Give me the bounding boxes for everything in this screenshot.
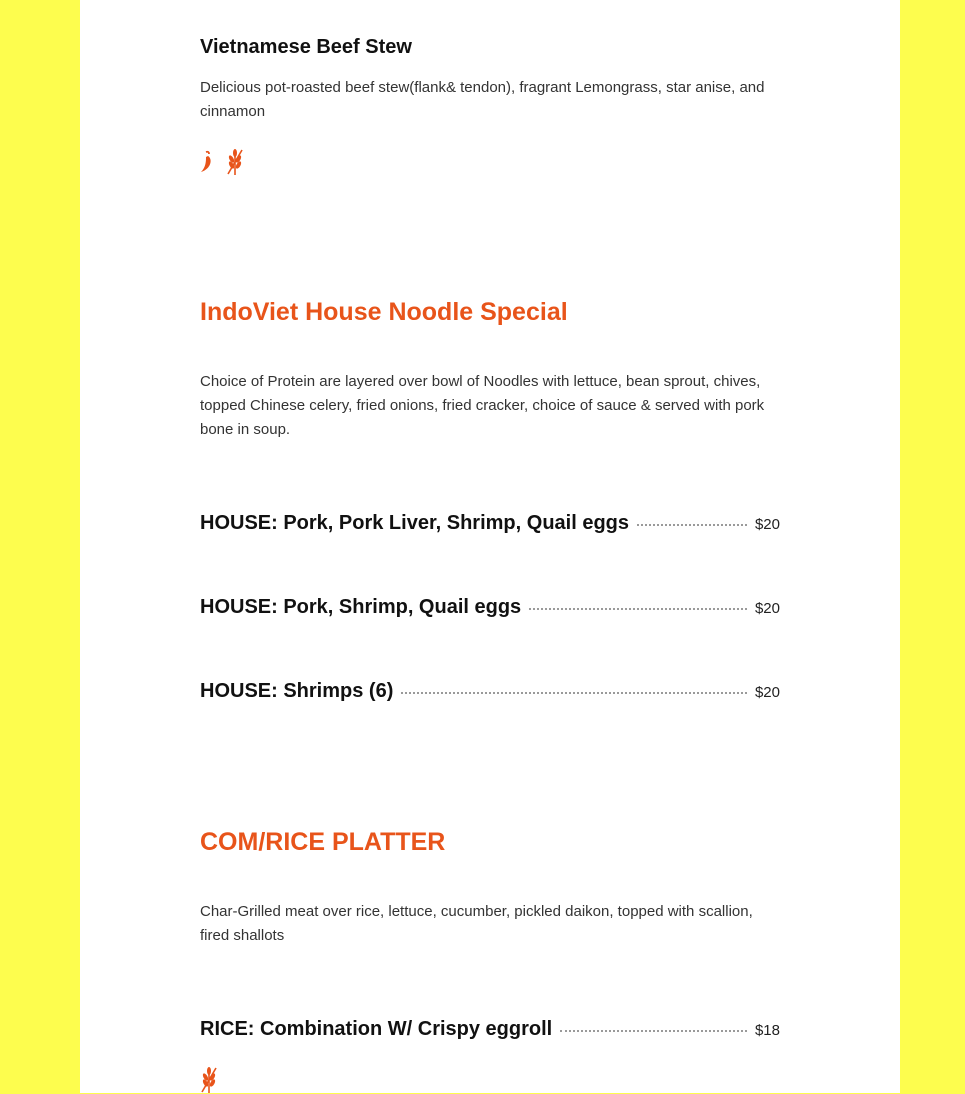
- beef-stew-icons: [200, 148, 244, 176]
- gluten-free-icon: [200, 1066, 218, 1094]
- menu-item-name: HOUSE: Pork, Pork Liver, Shrimp, Quail eggs: [200, 512, 630, 534]
- dot-leader: [529, 608, 747, 610]
- menu-item: [200, 596, 780, 626]
- house-noodle-section-title: IndoViet House Noodle Special: [200, 298, 568, 326]
- beef-stew-description: Delicious pot-roasted beef stew(flank& tendon), fragrant Lemongrass, star anise, and cinnamon: [200, 79, 765, 120]
- house-noodle-description: Choice of Protein are layered over bowl of Noodles with lettuce, bean sprout, chives, topped Chinese celery, fried onions, fried cracker, choice of sauce & served with pork bone in soup.: [200, 373, 765, 438]
- menu-item-name: HOUSE: Pork, Shrimp, Quail eggs: [200, 596, 522, 618]
- menu-item-name: HOUSE: Shrimps (6): [200, 680, 394, 702]
- menu-item-price: $18: [754, 1022, 780, 1039]
- rice-combination-icons: [200, 1066, 218, 1094]
- menu-item-price: $20: [754, 684, 780, 701]
- rice-platter-section-title: COM/RICE PLATTER: [200, 828, 446, 856]
- dot-leader: [637, 524, 747, 526]
- menu-item: [200, 512, 780, 542]
- rice-platter-description: Char-Grilled meat over rice, lettuce, cucumber, pickled daikon, topped with scallion, fired shallots: [200, 903, 753, 944]
- menu-item-name: RICE: Combination W/ Crispy eggroll: [200, 1018, 553, 1040]
- menu-item-price: $20: [754, 600, 780, 617]
- menu-item: [200, 680, 780, 710]
- dot-leader: [401, 692, 747, 694]
- chili-pepper-icon: [200, 150, 214, 174]
- menu-item: [200, 1018, 780, 1048]
- beef-stew-title: Vietnamese Beef Stew: [200, 36, 412, 58]
- gluten-free-icon: [226, 148, 244, 176]
- dot-leader: [560, 1030, 747, 1032]
- menu-item-price: $20: [754, 516, 780, 533]
